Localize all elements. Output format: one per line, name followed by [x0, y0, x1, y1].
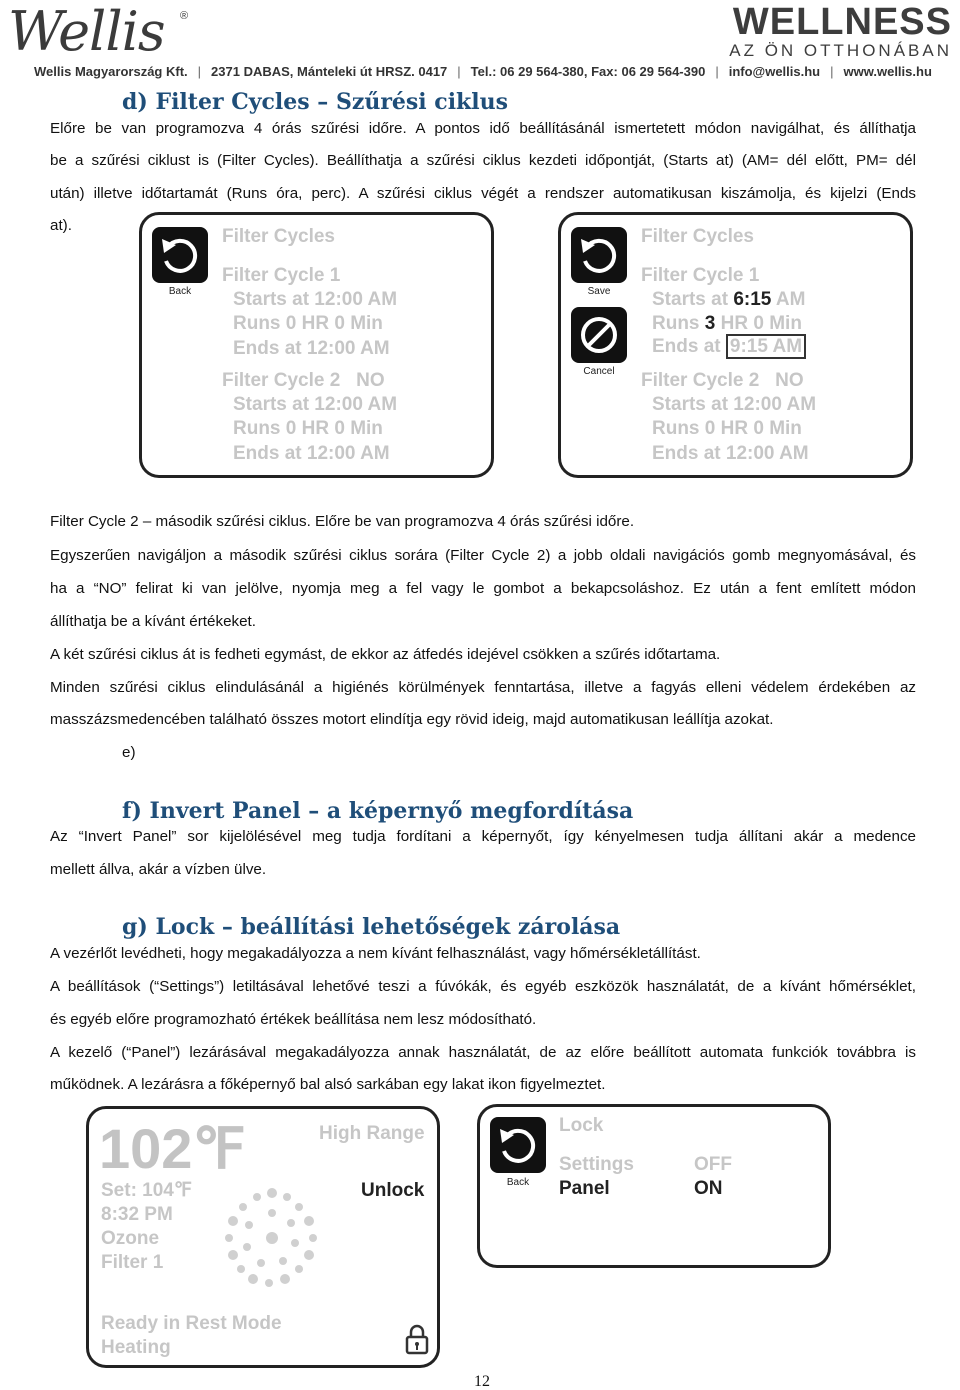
fc2-state[interactable]: NO	[775, 370, 804, 391]
filter-cycle-1-label[interactable]: Filter Cycle 1	[641, 265, 760, 286]
fc2-state[interactable]: NO	[356, 370, 385, 391]
paragraph-line: után) illetve időtartamát (Runs óra, perc). A szűrési ciklus végét a rendszer automatikusan kiszámolja, és kijelzi (Ends	[50, 185, 916, 202]
panel-title: Filter Cycles	[222, 226, 335, 247]
fc2-starts[interactable]: Starts at 12:00 AM	[652, 394, 817, 415]
paragraph-line: működnek. A lezárásra a főképernyő bal alsó sarkában egy lakat ikon figyelmeztet.	[50, 1076, 606, 1093]
paragraph-line: masszázsmedencében található összes motort elindítja egy rövid ideig, majd automatikusan leállítja azokat.	[50, 711, 774, 728]
fc2-ends: Ends at 12:00 AM	[652, 443, 809, 464]
save-button[interactable]	[571, 227, 627, 283]
contact-line: Wellis Magyarország Kft. | 2371 DABAS, Mánteleki út HRSZ. 0417 | Tel.: 06 29 564-380, Fax: 06 29 564-390 | info@wellis.hu | www.wellis.hu	[34, 64, 932, 79]
company-name: Wellis Magyarország Kft.	[34, 64, 188, 79]
paragraph-line: A kezelő (“Panel”) lezárásával megakadályozza annak használatát, de az előre beállított automata funkciók továbbra is	[50, 1044, 916, 1061]
phone: Tel.: 06 29 564-380, Fax: 06 29 564-390	[470, 64, 706, 79]
fc1-ends: Ends at 12:00 AM	[233, 338, 390, 359]
cancel-button[interactable]	[571, 307, 627, 363]
back-label: Back	[506, 1177, 530, 1188]
paragraph-line: Egyszerűen navigáljon a második szűrési ciklus sorára (Filter Cycle 2) a jobb oldali navigációs gomb megnyomásával, és	[50, 547, 916, 564]
fc1-starts[interactable]: Starts at 6:15 AM	[652, 289, 806, 310]
ozone-status: Ozone	[101, 1228, 160, 1249]
brand-small: AZ ÖN OTTHONÁBAN	[729, 41, 952, 60]
page-number: 12	[474, 1373, 490, 1390]
temp-range[interactable]: High Range	[319, 1123, 425, 1144]
list-label-e: e)	[122, 744, 136, 761]
fc2-runs[interactable]: Runs 0 HR 0 Min	[233, 418, 383, 439]
set-temperature[interactable]: Set: 104℉	[101, 1180, 192, 1201]
paragraph-line: Az “Invert Panel” sor kijelölésével meg tudja fordítani a képernyőt, így kényelmesen tudja állítani akár a medence	[50, 828, 916, 845]
wellis-logo	[8, 2, 208, 64]
filter-cycle-2-label[interactable]: Filter Cycle 2 NO	[222, 370, 385, 391]
cancel-label: Cancel	[583, 366, 615, 377]
paragraph-line: állíthatja be a kívánt értékeket.	[50, 613, 256, 630]
back-arrow-icon	[152, 227, 208, 283]
paragraph-line: Minden szűrési ciklus elindulásánál a higiénés körülmények fenntartása, illetve a fagyás elleni védelem érdekében az	[50, 679, 916, 696]
paragraph-line: Filter Cycle 2 – második szűrési ciklus. Előre be van programozva 4 órás szűrési időre.	[50, 513, 635, 530]
filter-status: Filter 1	[101, 1252, 164, 1273]
lock-settings-panel	[477, 1104, 831, 1268]
section-g-title: g) Lock – beállítási lehetőségek zárolása	[122, 914, 621, 940]
filter-cycles-edit-panel	[558, 212, 913, 478]
water-temperature: 102℉	[99, 1117, 246, 1180]
filter-cycle-1-label[interactable]: Filter Cycle 1	[222, 265, 341, 286]
logo-registered: ®	[180, 10, 189, 22]
paragraph-line: A vezérlőt levédheti, hogy megakadályozza a nem kívánt felhasználást, vagy hőmérsékletállítást.	[50, 945, 701, 962]
paragraph-line: A beállítások (“Settings”) letiltásával lehetővé teszi a fúvókák, és egyéb eszközök használatát, de a kívánt hőmérséklet,	[50, 978, 916, 995]
address: 2371 DABAS, Mánteleki út HRSZ. 0417	[211, 64, 448, 79]
paragraph-line: A két szűrési ciklus át is fedheti egymást, de ekkor az átfedés idejével csökken a szűrés időtartama.	[50, 646, 721, 663]
fc2-ends: Ends at 12:00 AM	[233, 443, 390, 464]
paragraph-line: Előre be van programozva 4 órás szűrési időre. A pontos idő beállításánál ismertetett módon navigálhat, és állíthatja	[50, 120, 916, 137]
save-label: Save	[587, 286, 611, 297]
fc1-starts[interactable]: Starts at 12:00 AM	[233, 289, 398, 310]
save-arrow-icon	[571, 227, 627, 283]
paragraph-line: ha a “NO” felirat ki van jelölve, nyomja meg a fel vagy le gombot a bekapcsoláshoz. Ez után a fent említett módon	[50, 580, 916, 597]
clock-time[interactable]: 8:32 PM	[101, 1204, 173, 1225]
mode-status: Ready in Rest Mode	[101, 1313, 282, 1334]
heating-status: Heating	[101, 1337, 171, 1358]
back-label: Back	[168, 286, 192, 297]
fc2-runs[interactable]: Runs 0 HR 0 Min	[652, 418, 802, 439]
back-arrow-icon	[490, 1117, 546, 1173]
website-link[interactable]: www.wellis.hu	[843, 64, 932, 79]
lock-icon	[405, 1323, 429, 1355]
panel-title: Lock	[559, 1115, 604, 1136]
section-f-title: f) Invert Panel – a képernyő megfordítása	[122, 798, 634, 824]
lock-panel-label[interactable]: Panel	[559, 1178, 610, 1199]
lock-settings-label[interactable]: Settings	[559, 1154, 634, 1175]
section-d-title: d) Filter Cycles – Szűrési ciklus	[122, 89, 509, 115]
lock-settings-value[interactable]: OFF	[694, 1154, 732, 1175]
filter-cycle-2-label[interactable]: Filter Cycle 2 NO	[641, 370, 804, 391]
email-link[interactable]: info@wellis.hu	[728, 64, 821, 79]
fc1-runs[interactable]: Runs 0 HR 0 Min	[233, 313, 383, 334]
paragraph-line: at).	[50, 217, 72, 234]
unlock-label[interactable]: Unlock	[361, 1180, 425, 1201]
lock-panel-value[interactable]: ON	[694, 1178, 723, 1199]
logo-text: Wellis	[8, 0, 165, 63]
paragraph-line: be a szűrési ciklust is (Filter Cycles). Beállíthatja a szűrési ciklus kezdeti időpontját, (Starts at) (AM= dél előtt, PM= dél	[50, 152, 916, 169]
fc1-runs[interactable]: Runs 3 HR 0 Min	[652, 313, 802, 334]
fc1-ends: Ends at 9:15 AM	[652, 336, 806, 358]
back-button[interactable]	[490, 1117, 546, 1173]
paragraph-line: és egyéb előre programozható értékek beállítása nem lesz módosítható.	[50, 1011, 537, 1028]
panel-title: Filter Cycles	[641, 226, 754, 247]
cancel-icon	[571, 307, 627, 363]
ends-value-box: 9:15 AM	[726, 334, 806, 359]
back-button[interactable]	[152, 227, 208, 283]
filter-cycles-panel	[139, 212, 494, 478]
main-screen-panel	[86, 1106, 440, 1368]
jets-swirl-icon	[217, 1183, 327, 1293]
wellness-brand	[729, 1, 952, 62]
brand-big: WELLNESS	[732, 1, 952, 43]
starts-value[interactable]: 6:15	[733, 289, 772, 310]
paragraph-line: mellett állva, akár a vízben ülve.	[50, 861, 267, 878]
runs-value[interactable]: 3	[704, 313, 716, 334]
fc2-starts[interactable]: Starts at 12:00 AM	[233, 394, 398, 415]
